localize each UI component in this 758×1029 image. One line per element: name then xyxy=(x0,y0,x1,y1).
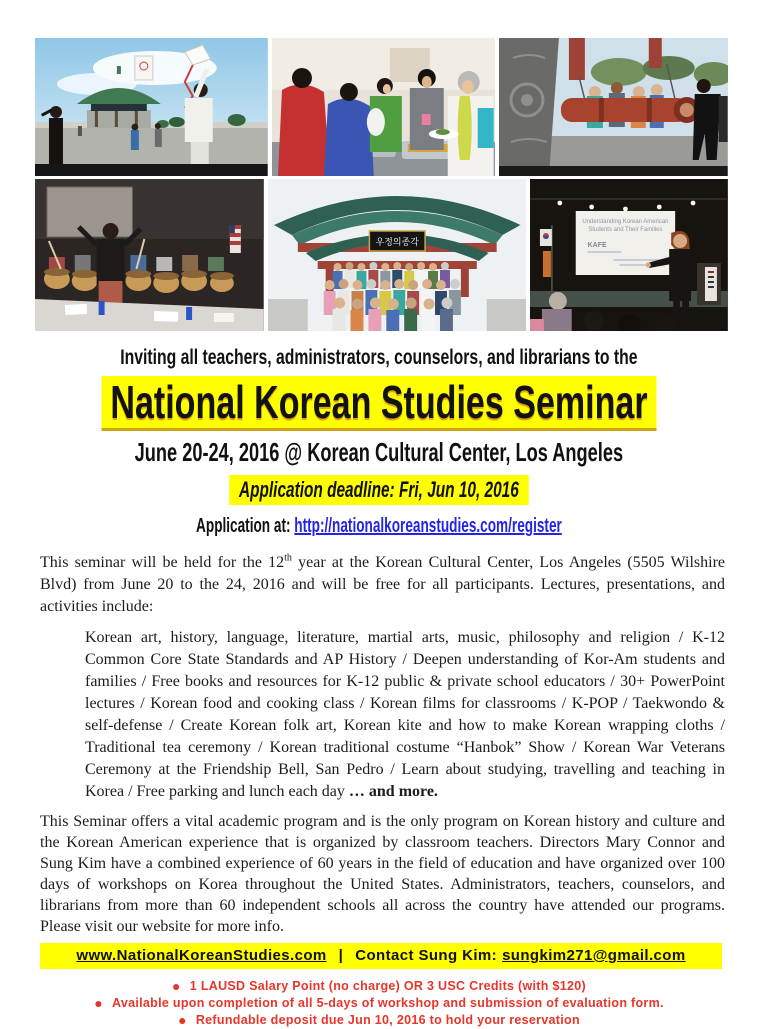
pavilion-korean-sign xyxy=(369,231,425,251)
date-venue: June 20-24, 2016 @ Korean Cultural Center, Los Angeles xyxy=(134,437,624,467)
application-deadline: Application deadline: Fri, Jun 10, 2016 xyxy=(229,475,528,505)
footer-separator: | xyxy=(338,947,344,964)
blue-hanbok-figure xyxy=(324,98,374,176)
bullet-notes xyxy=(0,978,758,1029)
collage-row-1 xyxy=(35,38,728,176)
bronze-bell-closeup xyxy=(499,38,559,176)
bullet-text-credits: 1 LAUSD Salary Point (no charge) OR 3 USC Credits (with $120) xyxy=(189,979,586,993)
application-line xyxy=(196,513,562,539)
seminar-title: National Korean Studies Seminar xyxy=(102,376,657,431)
red-hanbok-figure xyxy=(278,84,330,176)
bullet-text-completion: Available upon completion of all 5-days of workshop and submission of evaluation form. xyxy=(111,996,664,1010)
activities-text: Korean art, history, language, literature, martial arts, music, philosophy and religion / K-12 Common Core State Standards and AP History / Deepen understanding of Kor-Am students and families / Free books and resources for K-12 public & private school educators / 30+ PowerPoint lectures / Korean food and cooking class / Korean films for classrooms / K-POP / Taekwondo & self-defense / Create Korean folk art, Korean kite and how to make Korean wrapping cloths / Traditional tea ceremony / Korean traditional costume “Hanbok” Show / Korean War Veterans Ceremony at the Friendship Bell, San Pedro / Learn about studying, travelling and teaching in Korea / Free parking and lunch each day xyxy=(85,629,725,800)
bullet-text-deposit: Refundable deposit due Jun 10, 2016 to hold your reservation xyxy=(195,1013,580,1027)
red-log-striker xyxy=(561,98,689,122)
bullet-icon: ● xyxy=(178,1012,187,1028)
photo-group-under-pavilion xyxy=(268,179,526,331)
photo-drum-workshop xyxy=(35,179,264,331)
podium-banner xyxy=(697,263,721,305)
inviting-line-row xyxy=(0,344,758,371)
photo-kite-flying-bell-plaza xyxy=(35,38,268,176)
projector-screen xyxy=(47,187,133,237)
and-more-bold: … and more. xyxy=(348,783,438,800)
application-row xyxy=(0,513,758,539)
application-register-link[interactable]: http://nationalkoreanstudies.com/register xyxy=(294,515,562,537)
woman-in-black xyxy=(49,118,63,164)
date-venue-row xyxy=(0,435,758,470)
inviting-line: Inviting all teachers, administrators, counselors, and librarians to the xyxy=(120,346,638,369)
intro-paragraph xyxy=(40,552,725,618)
photo-seminar-presentation xyxy=(530,179,728,331)
bullet-note-deposit xyxy=(0,1012,758,1029)
intro-text-before-sup: This seminar will be held for the 12 xyxy=(40,554,285,571)
contact-footer xyxy=(40,943,722,969)
screen-text-kafe: KAFE xyxy=(587,241,607,250)
screen-text-line1: Understanding Korean American xyxy=(582,218,669,226)
pavilion-sign-text: 우정의종각 xyxy=(375,236,419,248)
bullet-icon: ● xyxy=(172,978,181,994)
photo-korean-food-buffet xyxy=(272,38,496,176)
person-white-shirt xyxy=(185,98,213,142)
application-label: Application at: xyxy=(196,515,291,537)
collage-row-2 xyxy=(35,179,728,331)
man-black-suit xyxy=(693,94,721,160)
bullet-icon: ● xyxy=(94,995,103,1011)
email-link[interactable]: sungkim271@gmail.com xyxy=(502,947,686,964)
activities-paragraph xyxy=(85,627,725,803)
bullet-note-credits xyxy=(0,978,758,995)
intro-text-after-sup: year at the Korean Cultural Center, Los Angeles (5505 Wilshire Blvd) from June 20 to the 24, 2016 and will be free for all participants. Lectures, presentations, and activities include: xyxy=(40,554,725,615)
deadline-row xyxy=(0,475,758,505)
photo-collage xyxy=(0,0,758,331)
drum-instructor xyxy=(103,223,119,239)
ordinal-superscript: th xyxy=(284,552,292,564)
contact-label: Contact Sung Kim: xyxy=(355,947,498,964)
screen-text-line2: Students and Their Families xyxy=(588,226,663,234)
photo-bell-striker-ceremony xyxy=(499,38,728,176)
about-paragraph: This Seminar offers a vital academic program and is the only program on Korean history and culture and the Korean American experience that is organized by classroom teachers. Directors Mary Connor and Sung Kim have a combined experience of 60 years in the field of education and have organized over 100 days of workshops on Korea throughout the United States. Administrators, teachers, counselors, and librarians from more than 60 independent schools all across the country have attended our programs. Please visit our website for more info. xyxy=(40,813,725,935)
bullet-note-completion xyxy=(0,995,758,1012)
title-row xyxy=(0,376,758,431)
website-link[interactable]: www.NationalKoreanStudies.com xyxy=(76,947,327,964)
